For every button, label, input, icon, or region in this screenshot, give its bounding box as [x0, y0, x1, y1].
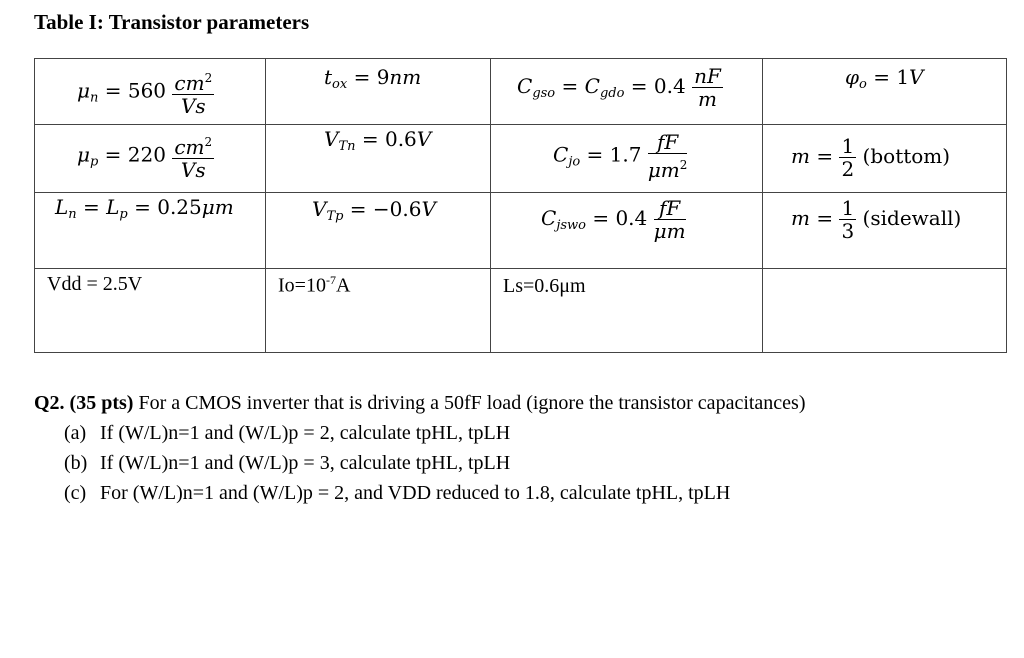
cell-io: $Io=10^{-7}A$	[266, 269, 491, 353]
table-title: Table I: Transistor parameters	[34, 10, 310, 34]
cell-mu-p: $\mu_p = 220$ $\frac{cm^2}{Vs}$	[35, 125, 266, 193]
table-row	[35, 269, 1007, 353]
cell-cgso-cgdo: $C_{gso} = C_{gdo} = 0.4$ $\frac{nF}{m}$	[491, 59, 763, 125]
cell-tox: $t_{ox} = 9nm$	[266, 59, 491, 125]
table-row	[35, 125, 1007, 193]
question-part-c: (c) For (W/L)n=1 and (W/L)p = 2, and VDD reduced to 1.8, calculate tpHL, tpLH	[64, 482, 731, 504]
cell-vdd: Vdd = 2.5V	[35, 269, 266, 353]
table-row	[35, 193, 1007, 269]
question-header	[34, 388, 806, 418]
cell-m-bottom: m = $\frac{1}{2}$ (bottom)	[763, 125, 1007, 193]
transistor-parameters-table	[34, 58, 1007, 353]
cell-phi-o: $\varphi_o = 1V$	[763, 59, 1007, 125]
cell-ln-lp: $L_n = L_p = 0.25\mu m$	[35, 193, 266, 269]
question-text: For a CMOS inverter that is driving a 50fF load (ignore the transistor capacitances)	[133, 392, 806, 414]
cell-cjswo: $C_{jswo} = 0.4$ $\frac{fF}{\mu m}$	[491, 193, 763, 269]
question-label: Q2. (35 pts)	[34, 392, 134, 414]
question-part-a: (a) If (W/L)n=1 and (W/L)p = 2, calculate tpHL, tpLH	[64, 422, 511, 444]
cell-mu-n: $\mu_n = 560$ $\frac{cm^2}{Vs}$	[35, 59, 266, 125]
question-part-b: (b) If (W/L)n=1 and (W/L)p = 3, calculate tpHL, tpLH	[64, 452, 511, 474]
cell-empty	[763, 269, 1007, 353]
cell-cjo: $C_{jo} = 1.7$ $\frac{fF}{\mu m^2}$	[491, 125, 763, 193]
question-block	[34, 388, 806, 508]
table-row	[35, 59, 1007, 125]
cell-ls: Ls=0.6μm	[491, 269, 763, 353]
cell-vtp: $V_{Tp} = -0.6V$	[266, 193, 491, 269]
cell-m-sidewall: m = $\frac{1}{3}$ (sidewall)	[763, 193, 1007, 269]
cell-vtn: $V_{Tn} = 0.6V$	[266, 125, 491, 193]
